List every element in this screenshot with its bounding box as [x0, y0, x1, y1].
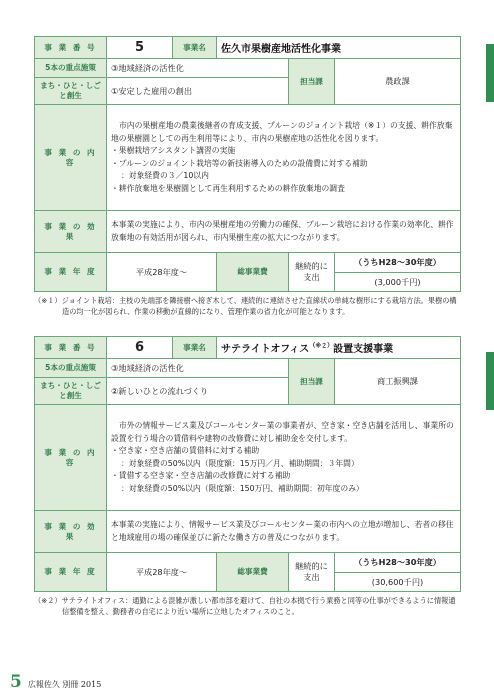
cost-value: (30,600千円) — [371, 577, 424, 587]
label-years: 事 業 年 度 — [35, 553, 107, 592]
label-effect: 事 業 の 効 果 — [35, 511, 107, 553]
label-dept: 担当課 — [289, 59, 335, 105]
project-title — [217, 337, 461, 359]
content-item: ・耕作放棄地を果樹園として再生利用するための耕作放棄地の調査 — [111, 183, 345, 193]
page-number: 5 — [10, 672, 22, 692]
project-title: 佐久市果樹産地活性化事業 — [217, 37, 461, 59]
dept-value: 農政課 — [335, 59, 461, 105]
priority-value: ③地域経済の活性化 — [107, 359, 289, 378]
label-effect: 事 業 の 効 果 — [35, 211, 107, 253]
label-priority: 5本の重点施策 — [35, 59, 107, 78]
content-item: ・空き家・空き店舗の賃借料に対する補助 — [111, 446, 260, 455]
cost-cell — [335, 253, 461, 292]
project-table-6 — [34, 336, 461, 592]
content-cell — [107, 105, 461, 211]
label-project-no: 事 業 番 号 — [35, 37, 107, 59]
accent-bar-top — [486, 44, 494, 102]
machi-value: ①安定した雇用の創出 — [107, 78, 289, 105]
project-table-5 — [34, 36, 461, 292]
effect-text: 本事業の実施により、市内の果樹産地の労働力の確保、プルーン栽培における作業の効率化、耕作放棄地の有効活用が図られ、市内果樹生産の拡大につながります。 — [107, 211, 461, 253]
publication-name: 広報佐久 別冊 2015 — [27, 680, 102, 689]
page-footer — [10, 672, 101, 692]
label-machi: まち・ひと・しごと創生 — [35, 78, 107, 105]
content-item: ・賃借する空き家・空き店舗の改修費に対する補助 — [111, 471, 291, 480]
label-project-name: 事業名 — [173, 37, 217, 59]
content-item: ・プルーンのジョイント栽培等の新技術導入のための設備費に対する補助 — [111, 158, 368, 168]
years-value: 平成28年度〜 — [107, 253, 217, 292]
label-years: 事 業 年 度 — [35, 253, 107, 292]
label-priority: 5本の重点施策 — [35, 359, 107, 378]
label-machi: まち・ひと・しごと創生 — [35, 378, 107, 405]
cost-type: 継続的に支出 — [289, 253, 335, 292]
content-detail: ：対象経費の３／10以内 — [121, 171, 209, 180]
label-project-no: 事 業 番 号 — [35, 337, 107, 359]
content-item: ・果樹栽培アシスタント講習の実施 — [111, 146, 236, 155]
cost-value: (3,000千円) — [374, 277, 421, 287]
dept-value: 商工振興課 — [335, 359, 461, 405]
project-title-main: サテライトオフィス — [221, 344, 310, 355]
priority-value: ③地域経済の活性化 — [107, 59, 289, 78]
content-paragraph: 市内の果樹産地の農業後継者の育成支援、プルーンのジョイント栽培（※１）の支援、耕作放棄地の果樹園としての再生利用等により、市内の果樹産地の活性化を図ります。 — [111, 121, 453, 143]
effect-text: 本事業の実施により、情報サービス業及びコールセンター業の市内への立地が増加し、若者の移住と地域雇用の場の確保並びに新たな働き方の普及につながります。 — [107, 511, 461, 553]
content-detail: ：対象経費の50%以内（限度額：15万円／月、補助期間：３年間） — [121, 458, 359, 468]
label-dept: 担当課 — [289, 359, 335, 405]
machi-value: ②新しいひとの流れづくり — [107, 378, 289, 405]
page-content — [34, 36, 460, 617]
cost-period: （うちH28〜30年度） — [335, 553, 460, 573]
accent-bar-bottom — [486, 352, 494, 410]
project-number: 6 — [107, 337, 173, 359]
label-content: 事 業 の 内 容 — [35, 105, 107, 211]
project-title-tail: 設置支援事業 — [333, 344, 394, 355]
label-content: 事 業 の 内 容 — [35, 405, 107, 511]
cost-cell — [335, 553, 461, 592]
footnote-2: （※２）サテライトオフィス：通勤による混雑が激しい都市部を避けて、自社の本拠で行う業務と同等の仕事ができるように情報通信整備を整え、勤務者の自宅により近い場所に立地したオフィスのこと。 — [34, 596, 456, 616]
cost-type: 継続的に支出 — [289, 553, 335, 592]
footnote-1: （※１）ジョイント栽培：主枝の先端部を隣接樹へ接ぎ木して、連続的に連結させた直線状の単純な樹形にする栽培方法。果樹の構造の均一化が図られ、作業の移動が直線的になり、管理作業の省力化が可能となります。 — [34, 296, 457, 316]
content-paragraph: 市外の情報サービス業及びコールセンター業の事業者が、空き家・空き店舗を活用し、事業所の設置を行う場合の賃借料や建物の改修費に対し補助金を交付します。 — [111, 421, 454, 443]
cost-period: （うちH28〜30年度） — [335, 253, 460, 273]
label-project-name: 事業名 — [173, 337, 217, 359]
years-value: 平成28年度〜 — [107, 553, 217, 592]
project-title-footnote-ref: （※２） — [309, 342, 334, 350]
project-number: 5 — [107, 37, 173, 59]
label-total-cost: 総事業費 — [217, 553, 289, 592]
content-cell — [107, 405, 461, 511]
label-total-cost: 総事業費 — [217, 253, 289, 292]
content-detail: ：対象経費の50%以内（限度額：150万円、補助期間：初年度のみ） — [121, 483, 364, 493]
